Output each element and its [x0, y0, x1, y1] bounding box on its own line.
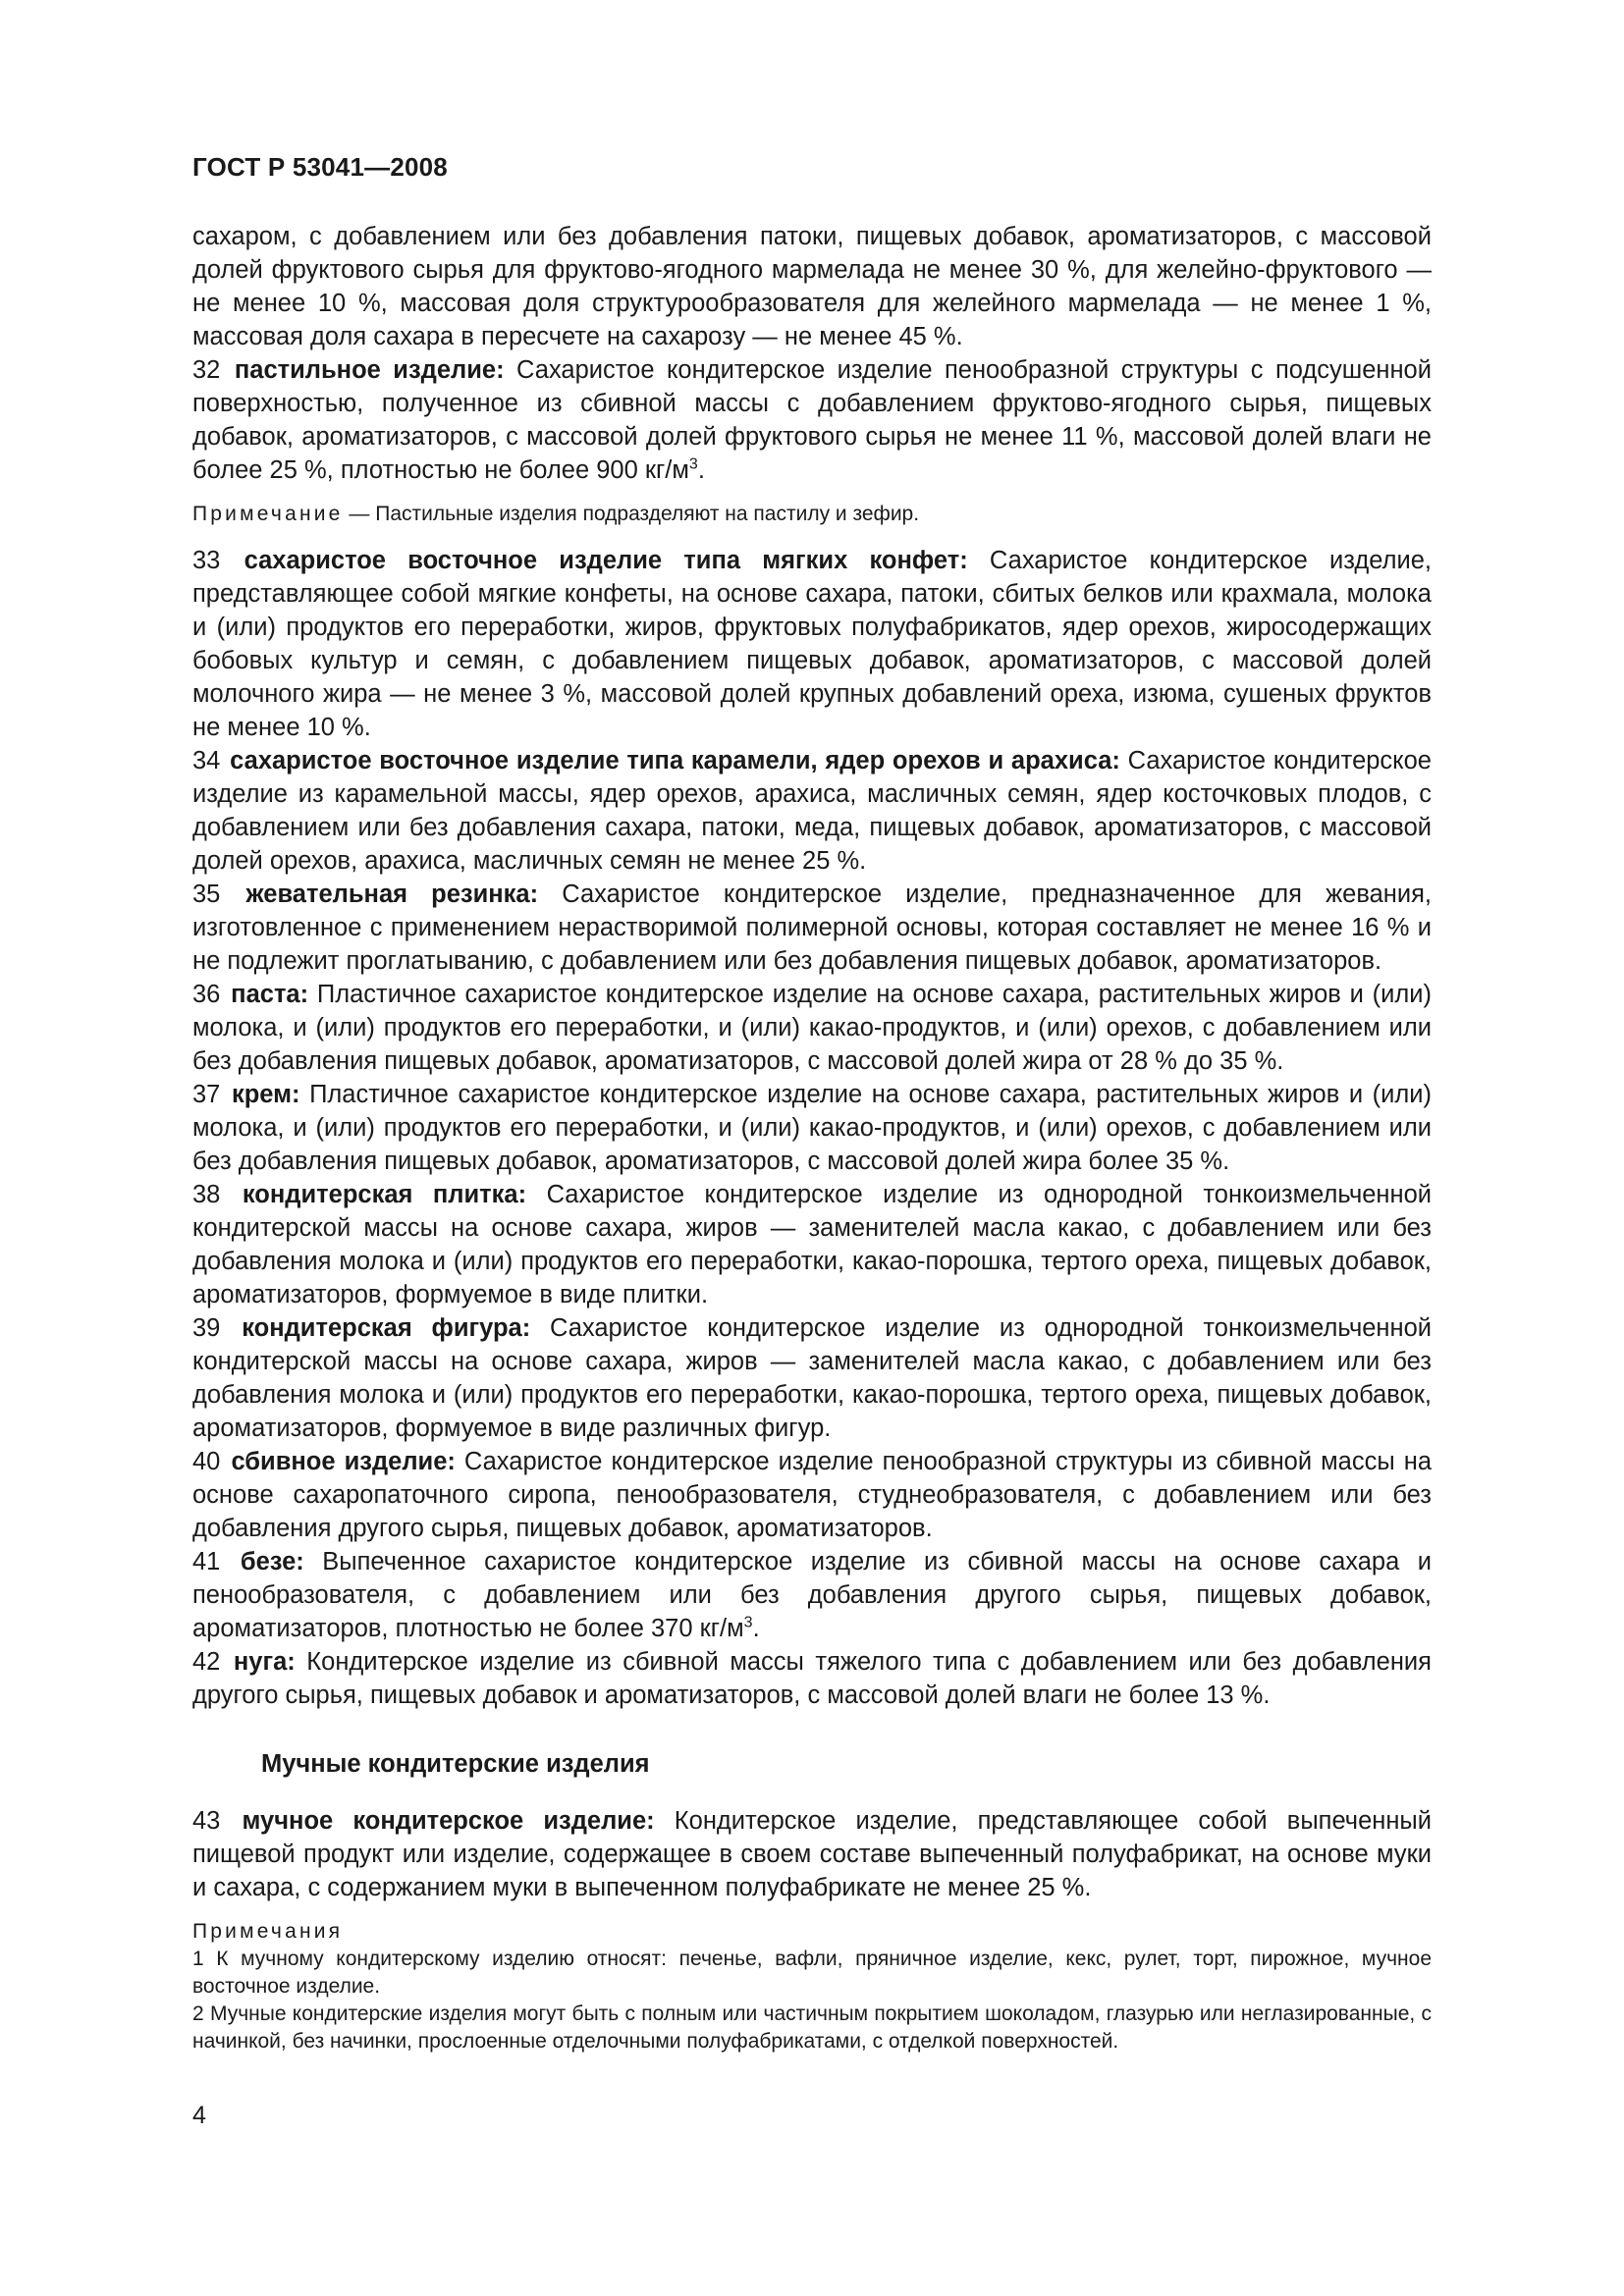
page-number: 4	[192, 2102, 206, 2129]
entry-term: паста:	[231, 981, 309, 1008]
entry-33	[192, 544, 1432, 744]
entry-39	[192, 1311, 1432, 1445]
notes-item-2: 2 Мучные кондитерские изделия могут быть с полным или частичным покрытием шоколадом, глазурью или неглазированные, с начинкой, без начинки, прослоенные отделочными полуфабрикатами, с отделкой поверхностей.	[192, 2002, 1432, 2053]
entry-40	[192, 1445, 1432, 1545]
entry-term: жевательная резинка:	[245, 881, 539, 908]
entry-text: Сахаристое кондитерское изделие пенообразной структуры с подсушенной поверхностью, полученное из сбивной массы с добавлением фруктово-ягодного сырья, пищевых добавок, ароматизаторов, с массовой долей фруктового сырья не менее 11 %, массовой долей влаги не более 25 %, плотностью не более 900 кг/м	[192, 356, 1432, 484]
entry-41	[192, 1545, 1432, 1645]
entry-37	[192, 1078, 1432, 1178]
entry-32	[192, 353, 1432, 487]
entry-number: 33	[192, 547, 221, 574]
entry-term: мучное кондитерское изделие:	[242, 1807, 655, 1835]
note-text: — Пастильные изделия подразделяют на пастилу и зефир.	[343, 503, 920, 525]
entry-text: Пластичное сахаристое кондитерское изделие на основе сахара, растительных жиров и (или) молока, и (или) продуктов его переработки, и (или) какао-продуктов, и (или) орехов, с добавлением или без добавления пищевых добавок, ароматизаторов, с массовой долей жира более 35 %.	[192, 1081, 1432, 1175]
entry-superscript: 3	[688, 455, 698, 473]
entry-number: 35	[192, 881, 221, 908]
entry-number: 39	[192, 1314, 221, 1342]
entry-34	[192, 744, 1432, 878]
entry-number: 34	[192, 747, 221, 774]
entry-text: Кондитерское изделие, представляющее собой выпеченный пищевой продукт или изделие, содержащее в своем составе выпеченный полуфабрикат, на основе муки и сахара, с содержанием муки в выпеченном полуфабрикате не менее 25 %.	[192, 1807, 1433, 1901]
entry-42	[192, 1645, 1432, 1712]
entry-number: 42	[192, 1648, 221, 1676]
entry-term: кондитерская плитка:	[242, 1181, 527, 1208]
entry-term: сахаристое восточное изделие типа мягких конфет:	[244, 547, 968, 574]
paragraph-continuation: сахаром, с добавлением или без добавления патоки, пищевых добавок, ароматизаторов, с массовой долей фруктового сырья для фруктово-ягодного мармелада не менее 30 %, для желейно-фруктового — не менее 10 %, массовая доля структурообразователя для желейного мармелада — не менее 1 %, массовая доля сахара в пересчете на сахарозу — не менее 45 %.	[192, 223, 1432, 350]
entry-text: Кондитерское изделие из сбивной массы тяжелого типа с добавлением или без добавления другого сырья, пищевых добавок и ароматизаторов, с массовой долей влаги не более 13 %.	[192, 1648, 1432, 1709]
entry-term: пастильное изделие:	[234, 356, 505, 384]
entry-number: 36	[192, 981, 221, 1008]
entry-number: 38	[192, 1181, 221, 1208]
entry-superscript: 3	[743, 1614, 753, 1631]
entry-number: 37	[192, 1081, 221, 1108]
note-label: Примечание	[192, 503, 344, 525]
note-32	[192, 501, 1432, 528]
document-header: ГОСТ Р 53041—2008	[192, 152, 448, 182]
section-heading: Мучные кондитерские изделия	[261, 1750, 650, 1778]
entry-text: Сахаристое кондитерское изделие из карамельной массы, ядер орехов, арахиса, масличных семян, ядер косточковых плодов, с добавлением или без добавления сахара, патоки, меда, пищевых добавок, ароматизаторов, с массовой долей орехов, арахиса, масличных семян не менее 25 %.	[192, 747, 1432, 875]
entry-35	[192, 878, 1432, 978]
entry-number: 43	[192, 1807, 221, 1835]
notes-title: Примечания	[192, 1920, 344, 1943]
entry-term: сахаристое восточное изделие типа карамели, ядер орехов и арахиса:	[230, 747, 1120, 774]
entry-38	[192, 1178, 1432, 1311]
entry-text: Пластичное сахаристое кондитерское изделие на основе сахара, растительных жиров и (или) молока, и (или) продуктов его переработки, и (или) какао-продуктов, и (или) орехов, с добавлением или без добавления пищевых добавок, ароматизаторов, с массовой долей жира от 28 % до 35 %.	[192, 981, 1432, 1075]
entry-43	[192, 1804, 1432, 1904]
entry-number: 40	[192, 1448, 221, 1475]
entry-text: Сахаристое кондитерское изделие, представляющее собой мягкие конфеты, на основе сахара, патоки, сбитых белков или крахмала, молока и (или) продуктов его переработки, жиров, фруктовых полуфабрикатов, ядер орехов, жиросодержащих бобовых культур и семян, с добавлением пищевых добавок, ароматизаторов, с массовой долей молочного жира — не менее 3 %, массовой долей крупных добавлений ореха, изюма, сушеных фруктов не менее 10 %.	[192, 547, 1432, 741]
entry-number: 41	[192, 1548, 221, 1575]
entry-term: крем:	[231, 1081, 300, 1108]
entry-term: нуга:	[233, 1648, 296, 1676]
entry-text: Сахаристое кондитерское изделие пенообразной структуры из сбивной массы на основе сахаропаточного сиропа, пенообразователя, студнеобразователя, с добавлением или без добавления другого сырья, пищевых добавок, ароматизаторов.	[192, 1448, 1433, 1542]
document-body	[192, 220, 1432, 2056]
entry-text: Сахаристое кондитерское изделие, предназначенное для жевания, изготовленное с применением нерастворимой полимерной основы, которая составляет не менее 16 % и не подлежит проглатыванию, с добавлением или без добавления пищевых добавок, ароматизаторов.	[192, 881, 1433, 975]
entry-text: Выпеченное сахаристое кондитерское изделие из сбивной массы на основе сахара и пенообразователя, с добавлением или без добавления другого сырья, пищевых добавок, ароматизаторов, плотностью не более 370 кг/м	[192, 1548, 1432, 1642]
notes-item-1: 1 К мучному кондитерскому изделию относят: печенье, вафли, пряничное изделие, кекс, рулет, торт, пирожное, мучное восточное изделие.	[192, 1948, 1432, 1998]
entry-term: сбивное изделие:	[231, 1448, 456, 1475]
entry-term: кондитерская фигура:	[242, 1314, 531, 1342]
notes-43	[192, 1918, 1432, 2056]
entry-term: безе:	[240, 1548, 304, 1575]
entry-tail: .	[697, 456, 705, 484]
entry-text: Сахаристое кондитерское изделие из однородной тонкоизмельченной кондитерской массы на основе сахара, жиров — заменителей масла какао, с добавлением или без добавления молока и (или) продуктов его переработки, какао-порошка, тертого ореха, пищевых добавок, ароматизаторов, формуемое в виде различных фигур.	[192, 1314, 1433, 1442]
entry-tail: .	[752, 1615, 760, 1642]
entry-text: Сахаристое кондитерское изделие из однородной тонкоизмельченной кондитерской массы на основе сахара, жиров — заменителей масла какао, с добавлением или без добавления молока и (или) продуктов его переработки, какао-порошка, тертого ореха, пищевых добавок, ароматизаторов, формуемое в виде плитки.	[192, 1181, 1433, 1308]
entry-number: 32	[192, 356, 221, 384]
entry-36	[192, 978, 1432, 1078]
